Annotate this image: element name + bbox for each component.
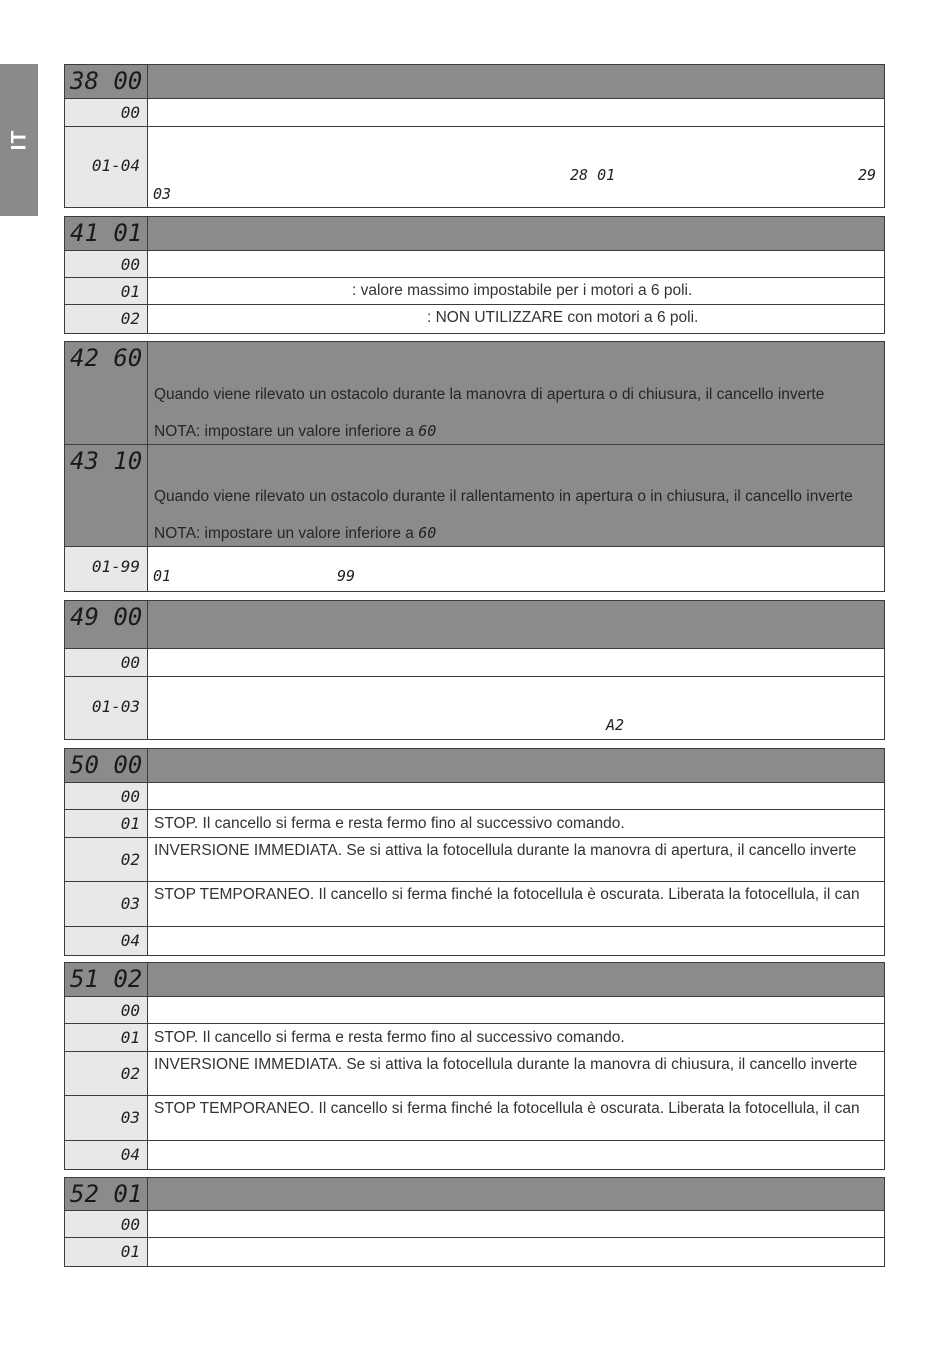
value-code-cell: [65, 1052, 148, 1096]
value-code-cell: [65, 649, 148, 677]
value-code-cell: [65, 997, 148, 1024]
value-description-cell: [148, 305, 884, 333]
value-code: 00: [120, 255, 140, 274]
value-code-cell: [65, 1141, 148, 1169]
param-title-cell: [148, 445, 884, 547]
value-description-cell: [148, 1238, 884, 1266]
param-table-38: [64, 64, 885, 208]
param-note: [154, 524, 436, 543]
value-code: 01: [120, 814, 140, 833]
param-table-51: [64, 962, 885, 1170]
note-display-value: 60: [418, 524, 437, 542]
value-description-cell: [148, 99, 884, 127]
value-description: STOP. Il cancello si ferma e resta fermo fino al successivo comando.: [154, 1029, 625, 1046]
value-code: 01: [120, 1028, 140, 1047]
value-description-cell: [148, 649, 884, 677]
param-table-49: [64, 600, 885, 740]
param-code-cell: [65, 342, 148, 445]
value-code-cell: [65, 783, 148, 810]
value-description: INVERSIONE IMMEDIATA. Se si attiva la fotocellula durante la manovra di apertura, il cancello inverte: [154, 842, 857, 859]
param-code-cell: [65, 601, 148, 649]
param-code-display: 43 10: [70, 447, 143, 475]
param-description: Quando viene rilevato un ostacolo durante il rallentamento in apertura o in chiusura, il cancello inverte: [154, 488, 853, 505]
value-code: 01-04: [91, 156, 140, 175]
value-code: 00: [120, 1215, 140, 1234]
param-code-cell: [65, 749, 148, 783]
value-description-cell: [148, 810, 884, 838]
param-title-cell: [148, 217, 884, 251]
language-tab: [0, 64, 38, 216]
value-code: 00: [120, 103, 140, 122]
value-code-cell: [65, 127, 148, 207]
value-code-cell: [65, 251, 148, 278]
value-code-cell: [65, 305, 148, 333]
value-code: 01-03: [91, 697, 140, 716]
value-code: 04: [120, 931, 140, 950]
value-code-cell: [65, 278, 148, 305]
param-code-cell: [65, 217, 148, 251]
value-code-cell: [65, 882, 148, 927]
value-description: STOP TEMPORANEO. Il cancello si ferma finché la fotocellula è oscurata. Liberata la fotocellula, il can: [154, 1100, 860, 1117]
param-code-display: 49 00: [70, 603, 143, 631]
value-description-cell: [148, 997, 884, 1024]
value-description: INVERSIONE IMMEDIATA. Se si attiva la fotocellula durante la manovra di chiusura, il cancello inverte: [154, 1056, 858, 1073]
value-code-cell: [65, 927, 148, 955]
param-code-display: 42 60: [70, 344, 143, 372]
value-description-cell: [148, 677, 884, 739]
value-code: 00: [120, 653, 140, 672]
note-display-value: 60: [418, 422, 437, 440]
value-code: 03: [120, 894, 140, 913]
value-code-cell: [65, 838, 148, 882]
value-code-cell: [65, 677, 148, 739]
value-description-cell: [148, 927, 884, 955]
value-description: : valore massimo impostabile per i motori a 6 poli.: [352, 282, 693, 299]
inline-display-value: 99: [337, 567, 356, 585]
language-tab-label: IT: [6, 129, 30, 151]
param-table-50: [64, 748, 885, 956]
value-code: 00: [120, 787, 140, 806]
inline-display-value: 03: [153, 185, 172, 203]
param-code-cell: [65, 1178, 148, 1211]
param-description: Quando viene rilevato un ostacolo durante la manovra di apertura o di chiusura, il cancello inverte: [154, 386, 825, 403]
value-description-cell: [148, 1141, 884, 1169]
param-title-cell: [148, 963, 884, 997]
value-description-cell: [148, 1211, 884, 1238]
note-text: NOTA: impostare un valore inferiore a: [154, 423, 419, 440]
value-description: STOP. Il cancello si ferma e resta fermo fino al successivo comando.: [154, 815, 625, 832]
value-code: 04: [120, 1145, 140, 1164]
param-code-display: 52 01: [70, 1180, 143, 1208]
value-code: 03: [120, 1108, 140, 1127]
value-description-cell: [148, 838, 884, 882]
value-description-cell: [148, 1096, 884, 1141]
value-code: 02: [120, 309, 140, 328]
param-code-display: 41 01: [70, 219, 143, 247]
param-code-display: 50 00: [70, 751, 143, 779]
value-description-cell: [148, 127, 884, 207]
value-code: 02: [120, 850, 140, 869]
param-table-52: [64, 1177, 885, 1267]
param-code-cell: [65, 963, 148, 997]
value-description-cell: [148, 251, 884, 278]
value-description-cell: [148, 783, 884, 810]
note-text: NOTA: impostare un valore inferiore a: [154, 525, 419, 542]
value-code-cell: [65, 1238, 148, 1266]
param-title-cell: [148, 342, 884, 445]
value-code: 01: [120, 1242, 140, 1261]
value-description-cell: [148, 278, 884, 305]
value-description-cell: [148, 547, 884, 591]
param-code-cell: [65, 65, 148, 99]
param-table-42-43: [64, 341, 885, 592]
value-code: 01-99: [91, 557, 140, 576]
param-title-cell: [148, 749, 884, 783]
param-title-cell: [148, 601, 884, 649]
value-code-cell: [65, 810, 148, 838]
param-title-cell: [148, 1178, 884, 1211]
value-code-cell: [65, 1024, 148, 1052]
param-title-cell: [148, 65, 884, 99]
value-description-cell: [148, 1052, 884, 1096]
value-code: 02: [120, 1064, 140, 1083]
param-note: [154, 422, 436, 441]
param-table-41: [64, 216, 885, 334]
value-code-cell: [65, 1211, 148, 1238]
value-code-cell: [65, 99, 148, 127]
inline-display-value: 01: [153, 567, 172, 585]
value-description: STOP TEMPORANEO. Il cancello si ferma finché la fotocellula è oscurata. Liberata la fotocellula, il can: [154, 886, 860, 903]
param-code-display: 38 00: [70, 67, 143, 95]
param-code-cell: [65, 445, 148, 547]
value-description: : NON UTILIZZARE con motori a 6 poli.: [427, 309, 699, 326]
value-code: 01: [120, 282, 140, 301]
inline-display-value: 29: [858, 166, 877, 184]
value-code-cell: [65, 547, 148, 591]
value-description-cell: [148, 1024, 884, 1052]
inline-display-value: A2: [606, 716, 625, 734]
param-code-display: 51 02: [70, 965, 143, 993]
value-description-cell: [148, 882, 884, 927]
inline-display-value: 28 01: [570, 166, 616, 184]
value-code-cell: [65, 1096, 148, 1141]
value-code: 00: [120, 1001, 140, 1020]
